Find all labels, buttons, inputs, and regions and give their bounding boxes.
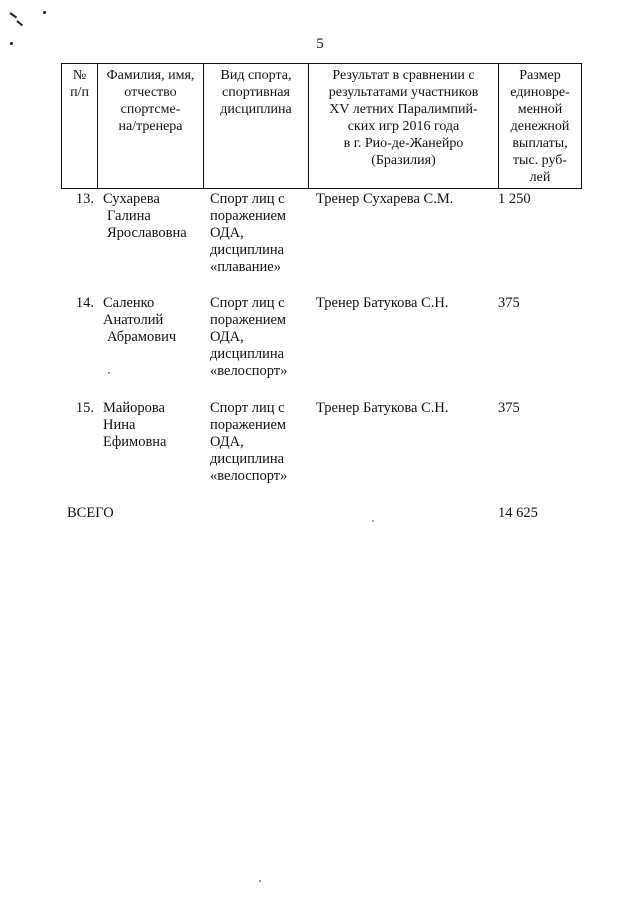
header-col-sport: Вид спорта, спортивная дисциплина [204, 64, 309, 189]
sport-discipline: Спорт лиц с поражением ОДА, дисциплина «плавание» [210, 191, 287, 275]
row-number: 13. [75, 191, 94, 207]
total-label: ВСЕГО [67, 505, 114, 521]
header-col-result: Результат в сравнении с результатами участников XV летних Паралимпий- ских игр 2016 года в г. Рио-де-Жанейро (Бразилия) [309, 64, 499, 189]
scan-mark [16, 20, 23, 26]
athlete-name: Сухарева Галина Ярославовна [103, 191, 187, 241]
sport-discipline: Спорт лиц с поражением ОДА, дисциплина «велоспорт» [210, 295, 288, 379]
athlete-name: Саленко Анатолий Абрамович [103, 295, 177, 345]
result-text: Тренер Батукова С.Н. [316, 295, 449, 311]
scan-speck [259, 880, 261, 882]
sport-discipline: Спорт лиц с поражением ОДА, дисциплина «велоспорт» [210, 400, 288, 484]
header-col-amount: Размер единовре- менной денежной выплаты, тыс. руб- лей [499, 64, 582, 189]
page-number: 5 [316, 36, 324, 52]
header-col-number: № п/п [62, 64, 98, 189]
scan-speck [43, 11, 46, 14]
total-value: 14 625 [498, 505, 538, 521]
payment-amount: 1 250 [498, 191, 531, 207]
result-text: Тренер Сухарева С.М. [316, 191, 454, 207]
payment-amount: 375 [498, 295, 520, 311]
header-col-name: Фамилия, имя, отчество спортсме- на/тренера [98, 64, 204, 189]
row-number: 15. [75, 400, 94, 416]
result-text: Тренер Батукова С.Н. [316, 400, 449, 416]
scan-speck [372, 520, 374, 522]
athlete-name: Майорова Нина Ефимовна [103, 400, 167, 450]
payment-amount: 375 [498, 400, 520, 416]
row-number: 14. [75, 295, 94, 311]
scan-mark [9, 12, 17, 18]
table-header [61, 63, 582, 189]
scan-speck [108, 372, 110, 374]
